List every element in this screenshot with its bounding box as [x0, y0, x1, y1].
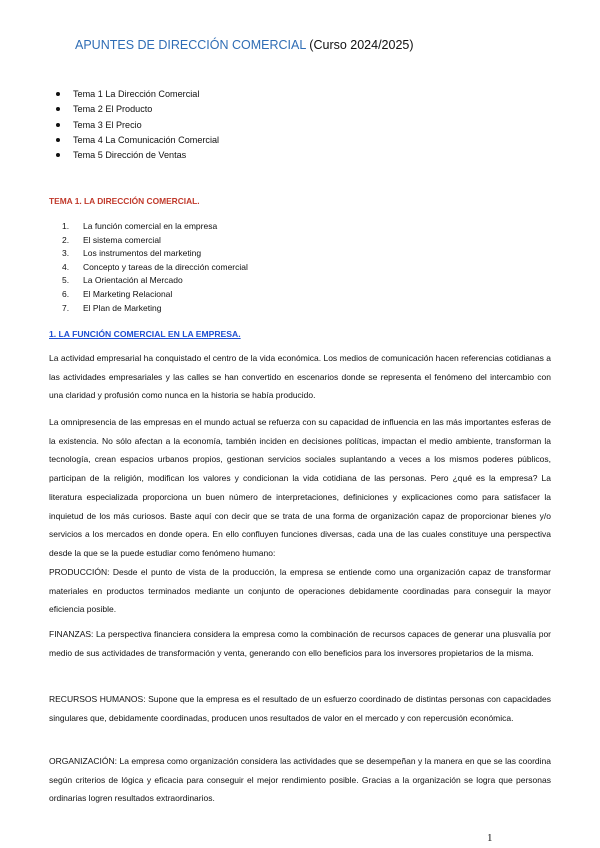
section-number: 3. — [62, 248, 70, 259]
topic-item: Tema 3 El Precio — [55, 118, 219, 133]
section-item — [62, 274, 248, 288]
section-item — [62, 247, 248, 261]
section1-heading-link[interactable]: 1. LA FUNCIÓN COMERCIAL EN LA EMPRESA. — [49, 329, 241, 339]
finanzas-label: FINANZAS: — [49, 629, 94, 639]
section-label: El Marketing Relacional — [83, 288, 173, 299]
paragraph-produccion — [49, 563, 551, 619]
paragraph-intro: La actividad empresarial ha conquistado el centro de la vida económica. Los medios de comunicación hacen referencias cotidianas a las actividades empresariales y las calles se han convertido en escenarios donde se representa el fenómeno del intercambio con una claridad y profusión como nunca en la historia se había producido. — [49, 353, 551, 401]
produccion-text: Desde el punto de vista de la producción, la empresa se entiende como una organización capaz de transformar materiales en productos terminados mediante un conjunto de operaciones debidamente coordinadas para conseguir la mayor eficiencia posible. — [49, 567, 551, 615]
sections-list — [62, 220, 248, 315]
topic-item: Tema 2 El Producto — [55, 102, 219, 117]
section-number: 7. — [62, 302, 70, 313]
document-title — [75, 38, 414, 52]
section-item — [62, 220, 248, 234]
page-number: 1 — [487, 832, 493, 844]
organizacion-label: ORGANIZACIÓN: — [49, 756, 118, 766]
section-label: La Orientación al Mercado — [83, 275, 183, 286]
section-label: Concepto y tareas de la dirección comercial — [83, 261, 248, 272]
section-number: 1. — [62, 221, 70, 231]
produccion-label: PRODUCCIÓN: — [49, 567, 110, 577]
section-number: 2. — [62, 234, 70, 245]
paragraph-omnipresence: La omnipresencia de las empresas en el mundo actual se refuerza con su capacidad de influencia en las más importantes esferas de la existencia. No sólo afectan a la economía, también inciden en decisiones políticas, impactan el medio ambiente, transforman la tecnología, crean espacios urbanos propios, gestionan servicios sociales suplantando a veces a los mismos poderes públicos, participan de la religión, modifican los valores y condicionan la vida cotidiana de las personas. Pero ¿qué es la empresa? La literatura especializada proporciona un buen número de interpretaciones, definiciones y explicaciones como para satisfacer la inquietud de los más curiosos. Baste aquí con decir que se trata de una forma de organización capaz de proporcionar bienes y/o servicios a los mercados en donde opera. En ello confluyen funciones diversas, cada una de las cuales constituye una perspectiva desde la que se la puede estudiar como fenómeno humano: — [49, 417, 551, 558]
section-item — [62, 234, 248, 248]
document-title-main: APUNTES DE DIRECCIÓN COMERCIAL — [75, 38, 306, 52]
topic-item: Tema 1 La Dirección Comercial — [55, 87, 219, 102]
recursos-humanos-label: RECURSOS HUMANOS: — [49, 694, 146, 704]
section-number: 4. — [62, 261, 70, 272]
document-title-year: (Curso 2024/2025) — [305, 38, 414, 52]
section-label: El Plan de Marketing — [83, 302, 162, 313]
section-item — [62, 302, 248, 316]
paragraph-recursos-humanos — [49, 690, 551, 727]
organizacion-text: La empresa como organización considera las actividades que se desempeñan y la manera en que se las coordina según criterios de lógica y eficacia para conseguir el mejor rendimiento posible. Gracias a la organización se logra que personas ordinarias logren resultados extraordinarios. — [49, 756, 551, 804]
topic-item: Tema 4 La Comunicación Comercial — [55, 133, 219, 148]
topics-list — [55, 87, 219, 163]
section-label: La función comercial en la empresa — [83, 221, 218, 231]
section-item — [62, 288, 248, 302]
section-label: El sistema comercial — [83, 234, 161, 245]
topic-item: Tema 5 Dirección de Ventas — [55, 148, 219, 163]
paragraph-organizacion — [49, 752, 551, 808]
section-number: 6. — [62, 288, 70, 299]
paragraph-finanzas — [49, 625, 551, 662]
tema1-heading: TEMA 1. LA DIRECCIÓN COMERCIAL. — [49, 196, 200, 206]
finanzas-text: La perspectiva financiera considera la empresa como la combinación de recursos capaces de generar una plusvalía por medio de sus actividades de transformación y venta, generando con ello beneficios para los inversores propietarios de la misma. — [49, 629, 551, 658]
section-number: 5. — [62, 275, 70, 286]
section-label: Los instrumentos del marketing — [83, 248, 202, 259]
section-item — [62, 261, 248, 275]
recursos-humanos-text: Supone que la empresa es el resultado de un esfuerzo coordinado de distintas personas con capacidades singulares que, debidamente coordinadas, producen unos resultados de valor en el mercado y con repercusión económica. — [49, 694, 551, 723]
